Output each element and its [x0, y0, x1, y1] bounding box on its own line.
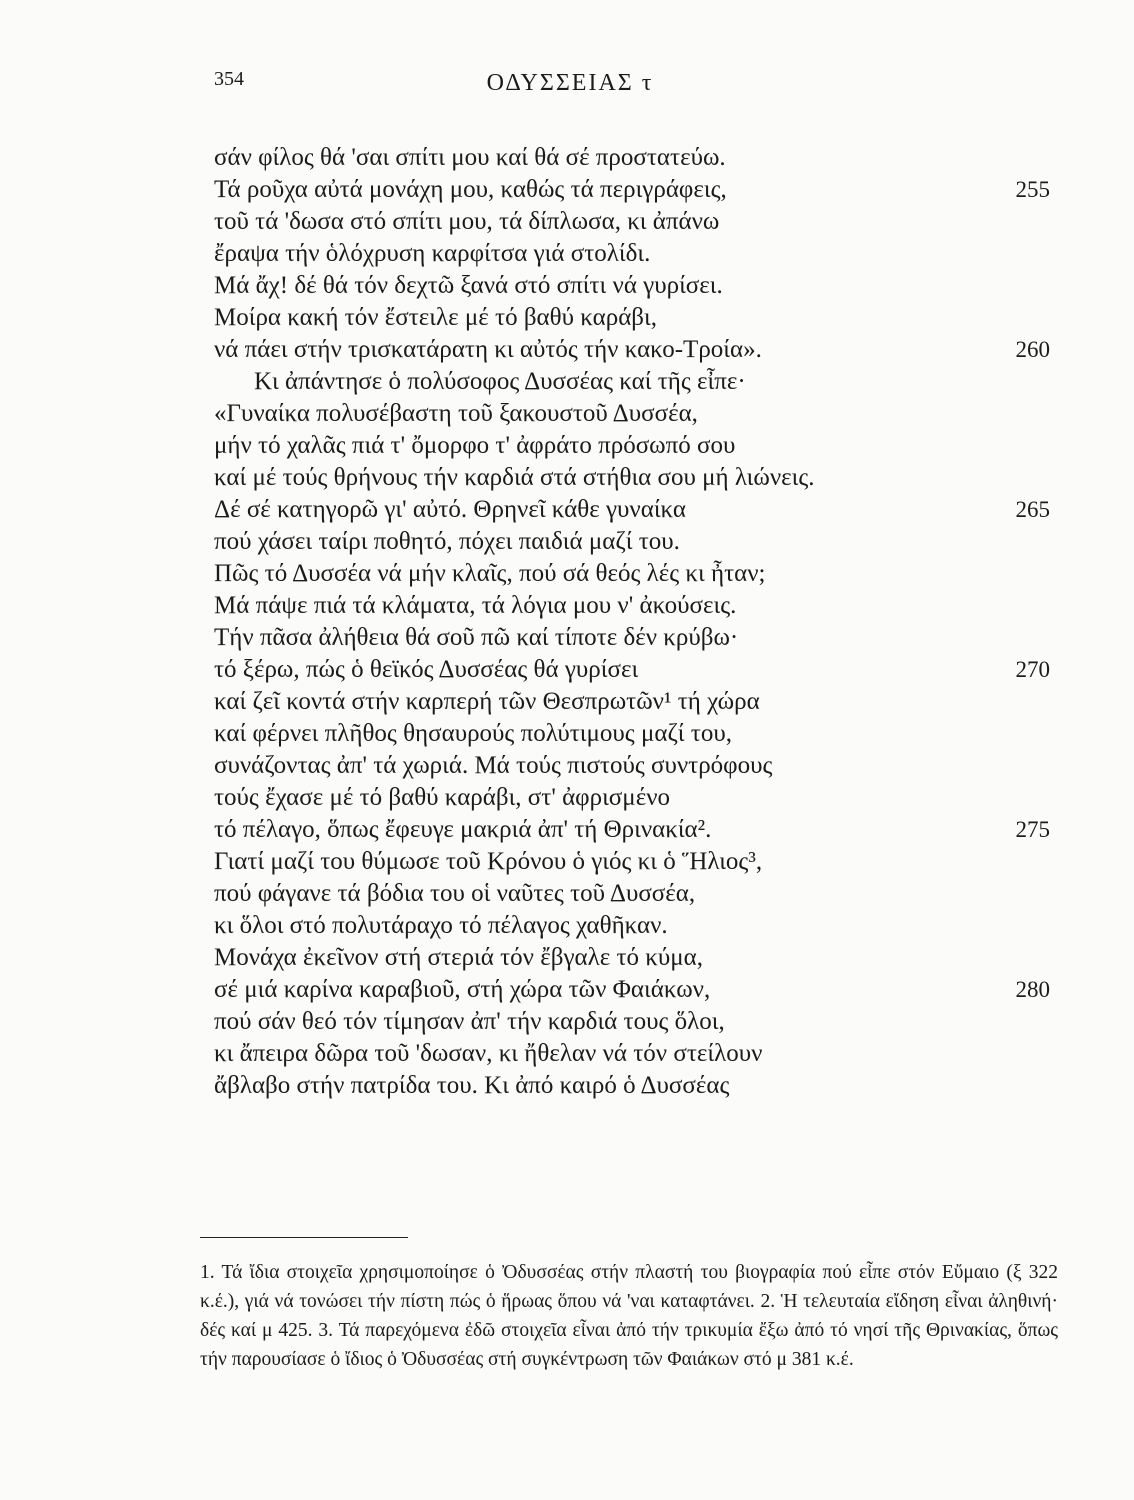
verse-line — [214, 1006, 1054, 1038]
verse-line — [214, 846, 1054, 878]
verse-text: τό ξέρω, πώς ὁ θεϊκός Δυσσέας θά γυρίσει — [214, 656, 639, 683]
verse-line — [214, 174, 1054, 206]
verse-line — [214, 910, 1054, 942]
verse-line — [214, 750, 1054, 782]
verse-line — [214, 366, 1054, 398]
verse-line — [214, 974, 1054, 1006]
verse-text: πού σάν θεό τόν τίμησαν ἀπ' τήν καρδιά τους ὅλοι, — [214, 1008, 725, 1035]
verse-text: πού φάγανε τά βόδια του οἱ ναῦτες τοῦ Δυσσέα, — [214, 880, 696, 907]
line-number: 280 — [1015, 977, 1050, 1002]
footnote-rule — [200, 1237, 408, 1238]
verse-line — [214, 686, 1054, 718]
verse-text: Πῶς τό Δυσσέα νά μήν κλαῖς, πού σά θεός λές κι ἦταν; — [214, 560, 766, 587]
footnote-text: 1. Τά ἴδια στοιχεῖα χρησιμοποίησε ὁ Ὀδυσσέας στήν πλαστή του βιογραφία πού εἶπε στόν Εὔμαιο (ξ 322 κ.έ.), γιά νά τονώσει τήν πίστη πώς ὁ ἥρωας ὅπου νά 'ναι καταφτάνει. 2. Ἡ τελευταία εἴδηση εἶναι ἀληθινή· δές καί μ 425. 3. Τά παρεχόμενα ἐδῶ στοιχεῖα εἶναι ἀπό τήν τρικυμία ἔξω ἀπό τό νησί τῆς Θρινακίας, ὅπως τήν παρουσίασε ὁ ἴδιος ὁ Ὀδυσσέας στή συγκέντρωση τῶν Φαιάκων στό μ 381 κ.έ. — [200, 1262, 1058, 1370]
verse-text: Τήν πᾶσα ἀλήθεια θά σοῦ πῶ καί τίποτε δέν κρύβω· — [214, 624, 739, 651]
verse-text: Κι ἀπάντησε ὁ πολύσοφος Δυσσέας καί τῆς εἶπε· — [254, 368, 746, 395]
running-title: ΟΔΥΣΣΕΙΑΣ τ — [486, 70, 654, 96]
verse-text: πού χάσει ταίρι ποθητό, πόχει παιδιά μαζί του. — [214, 528, 680, 555]
verse-text: «Γυναίκα πολυσέβαστη τοῦ ξακουστοῦ Δυσσέα, — [214, 400, 698, 427]
line-number: 255 — [1015, 177, 1050, 202]
verse-text: τοῦ τά 'δωσα στό σπίτι μου, τά δίπλωσα, κι ἀπάνω — [214, 208, 720, 235]
footnotes — [200, 1258, 1058, 1374]
verse-text: καί φέρνει πλῆθος θησαυρούς πολύτιμους μαζί του, — [214, 720, 732, 747]
verse-text: τούς ἔχασε μέ τό βαθύ καράβι, στ' ἀφρισμένο — [214, 784, 670, 811]
verse-text: μήν τό χαλᾶς πιά τ' ὄμορφο τ' ἀφράτο πρόσωπό σου — [214, 432, 736, 459]
verse-line — [214, 942, 1054, 974]
page-number: 354 — [214, 68, 244, 90]
line-number: 275 — [1015, 817, 1050, 842]
verse-line — [214, 590, 1054, 622]
verse-line — [214, 302, 1054, 334]
verse-line — [214, 334, 1054, 366]
verse-text: νά πάει στήν τρισκατάρατη κι αὐτός τήν κακο-Τροία». — [214, 336, 762, 363]
verse-text: Μοίρα κακή τόν ἔστειλε μέ τό βαθύ καράβι, — [214, 304, 658, 331]
verse-text: Τά ροῦχα αὐτά μονάχη μου, καθώς τά περιγράφεις, — [214, 176, 727, 203]
verse-line — [214, 1070, 1054, 1102]
verse-line — [214, 206, 1054, 238]
verse-text: σέ μιά καρίνα καραβιοῦ, στή χώρα τῶν Φαιάκων, — [214, 976, 711, 1003]
line-number: 260 — [1015, 337, 1050, 362]
verse-line — [214, 430, 1054, 462]
verse-line — [214, 238, 1054, 270]
verse-text: συνάζοντας ἀπ' τά χωριά. Μά τούς πιστούς συντρόφους — [214, 752, 773, 779]
verse-line — [214, 622, 1054, 654]
line-number: 270 — [1015, 657, 1050, 682]
verse-text: Μά ἄχ! δέ θά τόν δεχτῶ ξανά στό σπίτι νά γυρίσει. — [214, 272, 723, 299]
verse-text: Γιατί μαζί του θύμωσε τοῦ Κρόνου ὁ γιός κι ὁ Ἥλιος³, — [214, 848, 763, 875]
line-number: 265 — [1015, 497, 1050, 522]
verse-block — [214, 142, 1054, 1102]
verse-text: σάν φίλος θά 'σαι σπίτι μου καί θά σέ προστατεύω. — [214, 144, 726, 171]
verse-line — [214, 878, 1054, 910]
verse-text: Μά πάψε πιά τά κλάματα, τά λόγια μου ν' ἀκούσεις. — [214, 592, 737, 619]
verse-line — [214, 398, 1054, 430]
verse-text: καί ζεῖ κοντά στήν καρπερή τῶν Θεσπρωτῶν¹ τή χώρα — [214, 688, 760, 715]
verse-text: καί μέ τούς θρήνους τήν καρδιά στά στήθια σου μή λιώνεις. — [214, 464, 815, 491]
verse-line — [214, 814, 1054, 846]
verse-line — [214, 270, 1054, 302]
verse-line — [214, 782, 1054, 814]
verse-text: ἄβλαβο στήν πατρίδα του. Κι ἀπό καιρό ὁ Δυσσέας — [214, 1072, 730, 1099]
verse-text: τό πέλαγο, ὅπως ἔφευγε μακριά ἀπ' τή Θρινακία². — [214, 816, 712, 843]
verse-line — [214, 654, 1054, 686]
verse-line — [214, 526, 1054, 558]
verse-text: κι ὅλοι στό πολυτάραχο τό πέλαγος χαθῆκαν. — [214, 912, 668, 939]
verse-line — [214, 558, 1054, 590]
verse-text: ἔραψα τήν ὁλόχρυση καρφίτσα γιά στολίδι. — [214, 240, 651, 267]
verse-line — [214, 718, 1054, 750]
verse-line — [214, 1038, 1054, 1070]
verse-line — [214, 462, 1054, 494]
verse-text: Δέ σέ κατηγορῶ γι' αὐτό. Θρηνεῖ κάθε γυναίκα — [214, 496, 687, 523]
verse-line — [214, 142, 1054, 174]
verse-text: κι ἄπειρα δῶρα τοῦ 'δωσαν, κι ἤθελαν νά τόν στείλουν — [214, 1040, 763, 1067]
verse-line — [214, 494, 1054, 526]
verse-text: Μονάχα ἐκεῖνον στή στεριά τόν ἔβγαλε τό κύμα, — [214, 944, 703, 971]
